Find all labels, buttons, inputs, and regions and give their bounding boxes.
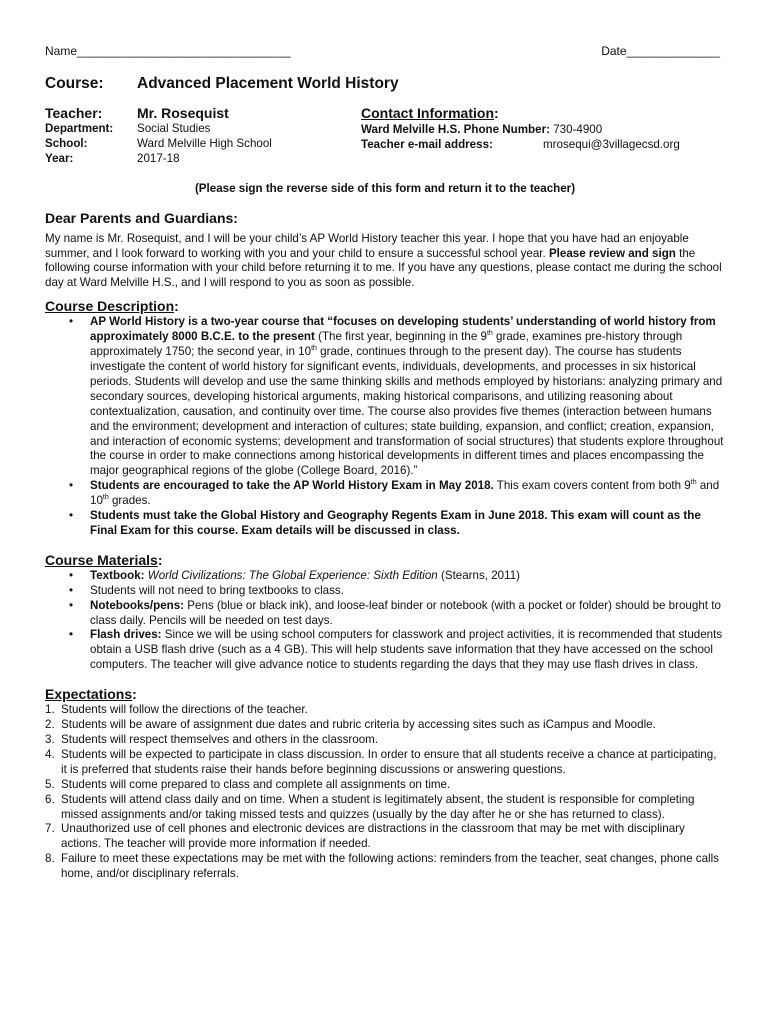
contact-details <box>361 105 725 167</box>
intro-paragraph: My name is Mr. Rosequist, and I will be your child’s AP World History teacher this year. I hope that you have had an enjoyable summer, and I look forward to working with you and your child to ensure a successful school year. Please review and sign the following course information with your child before returning it to me. If you have any questions, please contact me during the school day at Ward Melville H.S., and I will respond to you as soon as possible. <box>45 231 722 290</box>
list-item: 1. Students will follow the directions of the teacher. <box>45 703 308 717</box>
bullet-icon: • <box>69 479 74 493</box>
teacher-details <box>45 105 361 167</box>
list-item: 5. Students will come prepared to class and complete all assignments on time. <box>45 777 451 791</box>
contact-heading: Contact Information: <box>361 105 499 121</box>
department-row: Department: Social Studies <box>45 122 211 135</box>
year-row: Year: 2017-18 <box>45 151 180 165</box>
list-item: • AP World History is a two-year course that “focuses on developing students’ understanding of world history from approximately 8000 B.C.E. to the present (The first year, beginning in the 9th grade, examines pre-history through approximately 1750; the second year, in 10th grade, continues through to the present day). The course has students investigate the content of world history for significant events, individuals, developments, and processes in six historical periods. Students will develop and use the same thinking skills and methods employed by historians: analyzing primary and secondary sources, developing historical arguments, making historical comparisons, and utilizing reasoning about contextualization, causation, and continuity over time. The course also provides five themes (interaction between humans and the environment; development and interaction of cultures; state building, expansion, and conflict; creation, expansion, and interaction of economic systems; development and transformation of social structures) that students explore throughout the course in order to make connections among historical developments in different times and places encompassing the major geographical regions of the globe (College Board, 2016).” <box>69 315 724 478</box>
school-row: School: Ward Melville High School <box>45 136 272 150</box>
list-item: • Students are encouraged to take the AP World History Exam in May 2018. This exam covers content from both 9th and 10th grades. <box>69 479 720 508</box>
list-item: • Flash drives: Since we will be using school computers for classwork and project activities, it is recommended that students obtain a USB flash drive (such as a 4 GB). This will help students save information that they have accessed on the school computers. The teacher will give advance notice to students regarding the days that they may use flash drives in class. <box>69 628 723 672</box>
phone-number: 730-4900 <box>553 122 603 136</box>
name-date-line <box>45 44 725 60</box>
bullet-icon: • <box>69 315 74 329</box>
list-item: • Students must take the Global History and Geography Regents Exam in June 2018. This exam will count as the Final Exam for this course. Exam details will be discussed in class. <box>69 509 701 537</box>
expectations-list <box>45 703 725 882</box>
list-item: • Textbook: World Civilizations: The Global Experience: Sixth Edition (Stearns, 2011) <box>69 568 521 582</box>
expectations-heading: Expectations: <box>45 686 137 703</box>
date-field[interactable]: Date______________ <box>601 44 720 58</box>
list-item: 7. Unauthorized use of cell phones and electronic devices are distractions in the classroom that may be met with disciplinary actions. The teacher will provide more information if needed. <box>45 822 685 851</box>
list-item: 3. Students will respect themselves and others in the classroom. <box>45 733 379 746</box>
bullet-icon: • <box>69 598 74 612</box>
return-form-notice: (Please sign the reverse side of this form and return it to the teacher) <box>194 181 576 195</box>
teacher-email[interactable]: mrosequi@3villagecsd.org <box>543 137 680 151</box>
course-name: Advanced Placement World History <box>137 75 399 92</box>
bullet-icon: • <box>69 583 74 597</box>
bullet-icon: • <box>69 628 74 642</box>
phone-row: Ward Melville H.S. Phone Number: 730-4900 <box>361 122 603 136</box>
list-item: • Students will not need to bring textbooks to class. <box>69 583 344 597</box>
list-item: 2. Students will be aware of assignment due dates and rubric criteria by accessing sites such as iCampus and Moodle. <box>45 718 656 732</box>
teacher-name: Mr. Rosequist <box>137 105 229 121</box>
list-item: 8. Failure to meet these expectations may be met with the following actions: reminders from the teacher, seat changes, phone calls home, and/or disciplinary referrals. <box>45 852 719 881</box>
course-materials-heading: Course Materials: <box>45 551 163 568</box>
teacher-row: Teacher: Mr. Rosequist <box>45 105 229 121</box>
course-title-row <box>45 74 725 93</box>
course-description-list <box>45 315 725 539</box>
teacher-info-block <box>45 105 725 167</box>
email-row: Teacher e-mail address: mrosequi@3villagecsd.org <box>361 137 680 151</box>
document-page <box>45 44 725 882</box>
greeting-heading: Dear Parents and Guardians: <box>45 209 238 226</box>
course-materials-list <box>45 569 725 673</box>
bullet-icon: • <box>69 568 74 582</box>
name-field[interactable]: Name________________________________ <box>45 44 291 58</box>
bullet-icon: • <box>69 509 74 523</box>
list-item: • Notebooks/pens: Pens (blue or black ink), and loose-leaf binder or notebook (with a pocket or folder) should be brought to class daily. Pencils will be needed on test days. <box>69 598 721 627</box>
list-item: 6. Students will attend class daily and on time. When a student is legitimately absent, the student is responsible for completing missed assignments and/or taking missed tests and quizzes (usually by the day after he or she has returned to class). <box>45 792 695 821</box>
course-label: Course: <box>45 75 104 92</box>
list-item: 4. Students will be expected to participate in class discussion. In order to ensure that all students receive a chance at participating, it is preferred that students raise their hands before beginning discussions or answering questions. <box>45 747 717 776</box>
course-description-heading: Course Description: <box>45 298 179 315</box>
